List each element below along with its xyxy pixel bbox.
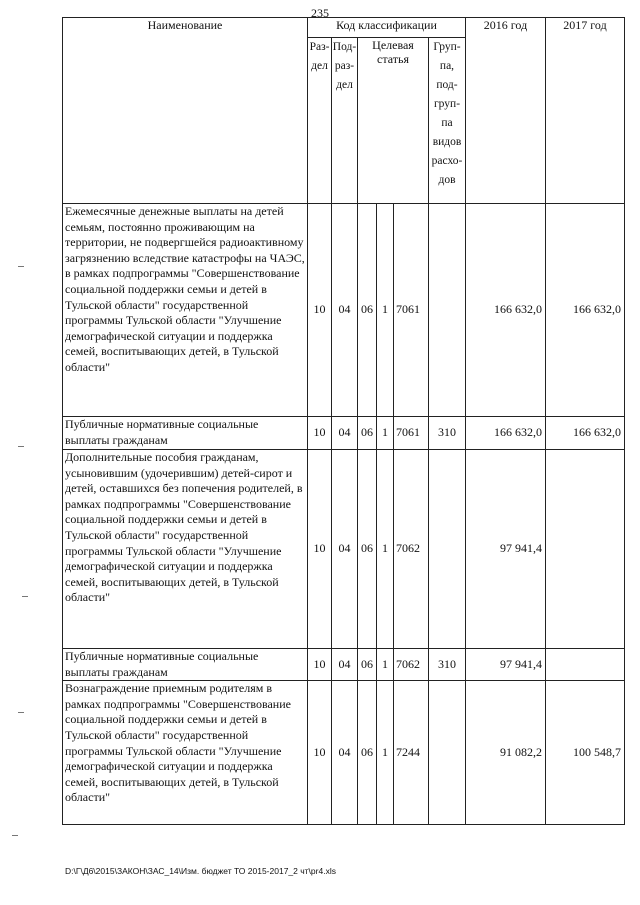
row-2017: 166 632,0 (546, 417, 625, 450)
row-2016: 97 941,4 (466, 649, 546, 681)
row-2017: 100 548,7 (546, 681, 625, 825)
header-row-top (63, 18, 625, 38)
row-2017 (546, 649, 625, 681)
row-subsection: 04 (332, 204, 358, 417)
row-group (429, 681, 466, 825)
header-group: Груп-па, под-груп-па видов расхо-дов (429, 38, 466, 204)
row-section: 10 (308, 417, 332, 450)
page-number: 235 (311, 6, 329, 20)
row-ts3: 7061 (394, 204, 429, 417)
row-group: 310 (429, 649, 466, 681)
row-section: 10 (308, 681, 332, 825)
row-section: 10 (308, 204, 332, 417)
table-row (63, 649, 625, 681)
row-ts2: 1 (377, 204, 394, 417)
row-name: Публичные нормативные социальные выплаты гражданам (63, 417, 308, 450)
file-path-footer: D:\Г\Д6\2015\ЗАКОН\ЗАС_14\Изм. бюджет ТО 2015-2017_2 чт\pr4.xls (65, 866, 336, 876)
row-2016: 166 632,0 (466, 417, 546, 450)
row-subsection: 04 (332, 649, 358, 681)
row-ts3: 7061 (394, 417, 429, 450)
row-2017: 166 632,0 (546, 204, 625, 417)
row-ts1: 06 (358, 204, 377, 417)
table-row (63, 417, 625, 450)
row-2016: 91 082,2 (466, 681, 546, 825)
row-subsection: 04 (332, 681, 358, 825)
row-group (429, 204, 466, 417)
row-ts1: 06 (358, 450, 377, 649)
row-name: Дополнительные пособия гражданам, усыновившим (удочерившим) детей-сирот и детей, оставшихся без попечения родителей, в рамках подпрограммы "Совершенствование социальной поддержки семьи и детей в Тульской области" государственной программы Тульской области "Улучшение демографической ситуации и поддержка семей, воспитывающих детей, в Тульской области" (63, 450, 308, 649)
table-row (63, 450, 625, 649)
row-group: 310 (429, 417, 466, 450)
row-ts2: 1 (377, 681, 394, 825)
row-section: 10 (308, 649, 332, 681)
budget-table (62, 17, 625, 825)
row-section: 10 (308, 450, 332, 649)
row-ts3: 7062 (394, 649, 429, 681)
row-ts3: 7062 (394, 450, 429, 649)
row-name: Ежемесячные денежные выплаты на детей семьям, постоянно проживающим на территории, не подвергшейся радиоактивному загрязнению вследствие катастрофы на ЧАЭС, в рамках подпрограммы "Совершенствование социальной поддержки семьи и детей в Тульской области" государственной программы Тульской области "Улучшение демографической ситуации и поддержка семей, воспитывающих детей, в Тульской области" (63, 204, 308, 417)
table-row (63, 681, 625, 825)
margin-tick (12, 835, 18, 836)
row-subsection: 04 (332, 450, 358, 649)
row-2016: 166 632,0 (466, 204, 546, 417)
header-target: Целевая статья (358, 38, 429, 204)
row-2017 (546, 450, 625, 649)
row-name: Вознаграждение приемным родителям в рамках подпрограммы "Совершенствование социальной поддержки семьи и детей в Тульской области" государственной программы Тульской области "Улучшение демографической ситуации и поддержка семей, воспитывающих детей, в Тульской области" (63, 681, 308, 825)
row-ts2: 1 (377, 417, 394, 450)
margin-tick (18, 446, 24, 447)
header-name: Наименование (63, 18, 308, 204)
margin-tick (22, 596, 28, 597)
row-ts1: 06 (358, 649, 377, 681)
header-code: Код классификации (308, 18, 466, 38)
row-2016: 97 941,4 (466, 450, 546, 649)
table-row (63, 204, 625, 417)
row-name: Публичные нормативные социальные выплаты гражданам (63, 649, 308, 681)
row-group (429, 450, 466, 649)
header-2017: 2017 год (546, 18, 625, 204)
row-ts1: 06 (358, 681, 377, 825)
header-2016: 2016 год (466, 18, 546, 204)
header-section: Раз-дел (308, 38, 332, 204)
header-subsection: Под-раз-дел (332, 38, 358, 204)
row-subsection: 04 (332, 417, 358, 450)
row-ts1: 06 (358, 417, 377, 450)
margin-tick (18, 712, 24, 713)
row-ts2: 1 (377, 450, 394, 649)
margin-tick (18, 266, 24, 267)
row-ts3: 7244 (394, 681, 429, 825)
row-ts2: 1 (377, 649, 394, 681)
